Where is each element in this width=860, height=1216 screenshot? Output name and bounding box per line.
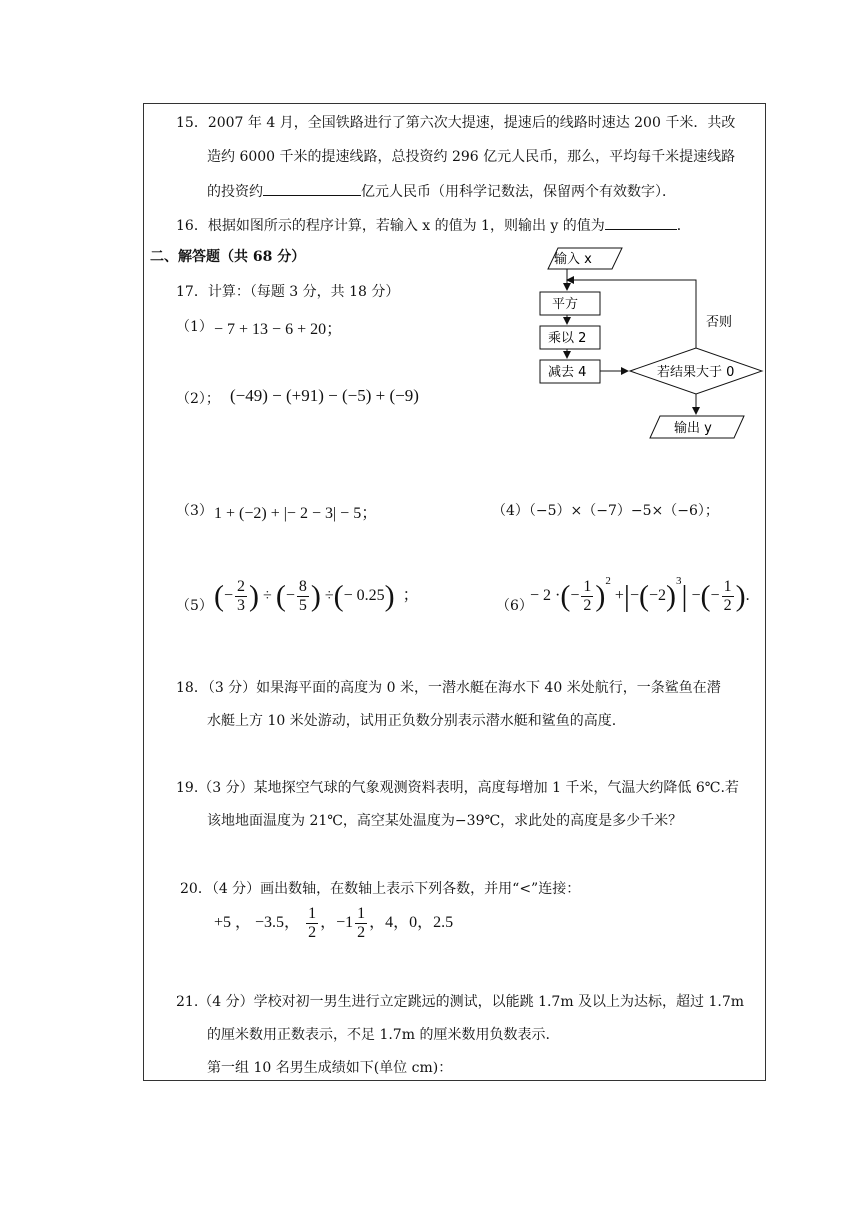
q20-n4-den: 2 [357,924,366,941]
q16-text [176,215,691,235]
q18-line1: 18．（3 分）如果海平面的高度为 0 米，一潜水艇在海水下 40 米处航行，一条鲨鱼在潜 [176,680,721,696]
q19-line1: 19.（3 分）某地探空气球的气象观测资料表明，高度每增加 1 千米，气温大约降低 6℃.若 [176,780,739,796]
output-label: 输出 y [674,421,712,436]
q21-line2: 的厘米数用正数表示，不足 1.7m 的厘米数用负数表示. [207,1027,550,1043]
q16-text-main: 16．根据如图所示的程序计算，若输入 x 的值为 1，则输出 y 的值为 [176,218,605,234]
program-flowchart [530,240,770,445]
condition-label: 若结果大于 0 [657,365,735,380]
times2-label: 乘以 2 [548,331,587,346]
q20-n4-pre: ，−1 [320,914,354,932]
q17-p4: （4）（−5）×（−7）−5×（−6）； [492,503,719,519]
q18-line2: 水艇上方 10 米处游动，试用正负数分别表示潜水艇和鲨鱼的高度. [207,713,617,729]
q20-n5: ，4，0，2.5 [369,914,454,932]
q21-line1: 21.（4 分）学校对初一男生进行立定跳远的测试，以能跳 1.7m 及以上为达标，超过 1.7m [176,994,745,1010]
q20-numbers [214,905,453,942]
q15-answer-blank[interactable] [263,181,361,196]
q17-p6-expr: − 2 ·(− $\frac{1}{2}$ )$^2 +|-(-2)^3|$ −(− $\frac{1}{2}$ ). [530,574,750,614]
q15-line3-prefix: 的投资约 [207,184,263,200]
q19-line2: 该地地面温度为 21℃，高空某处温度为−39℃，求此处的高度是多少千米？ [207,813,683,829]
q17-p5-label: （5） [176,598,213,614]
q20-n4-num: 1 [357,905,366,922]
q15-line3-suffix: 亿元人民币（用科学记数法，保留两个有效数字）． [361,184,676,200]
q17-title: 17．计算：（每题 3 分，共 18 分） [176,284,400,300]
q17-p6-label: （6） [496,598,533,614]
minus4-label: 减去 4 [548,365,587,380]
q20-n2: −3.5， [255,914,301,932]
q15-line3 [207,181,676,201]
q17-p2-label: （2）； [176,391,220,407]
q16-text-end: ． [676,218,691,234]
q20-n3-num: 1 [308,905,317,922]
q17-p5-expr: (− $\frac{2}{3}$ ) ÷ (− $\frac{8}{5}$ ) ÷(− 0.25) ； [214,578,419,614]
q15-line1: 15．2007 年 4 月，全国铁路进行了第六次大提速，提速后的线路时速达 200 千米．共改 [176,115,736,131]
q21-line3: 第一组 10 名男生成绩如下(单位 cm)： [207,1060,453,1076]
input-label: 输入 x [554,252,592,267]
q17-p3-label: （3） [176,503,213,519]
q17-p2-expr: (−49) − (+91) − (−5) + (−9) [230,386,419,405]
section-title: 二、解答题（共 68 分） [150,249,306,265]
else-label: 否则 [706,315,733,330]
q20-n3-den: 2 [308,924,317,941]
q15-line2: 造约 6000 千米的提速线路，总投资约 296 亿元人民币，那么，平均每千米提速线路 [207,149,736,165]
q17-p1-expr: − 7 + 13 − 6 + 20； [214,321,343,338]
square-label: 平方 [552,297,579,312]
q20-n1: +5 ， [214,914,252,932]
q16-answer-blank[interactable] [605,215,677,230]
q17-p3-expr: 1 + (−2) + |− 2 − 3| − 5； [214,505,378,522]
q17-p1-label: （1） [176,319,213,335]
q20-line1: 20．（4 分）画出数轴，在数轴上表示下列各数，并用“<”连接： [180,881,581,897]
